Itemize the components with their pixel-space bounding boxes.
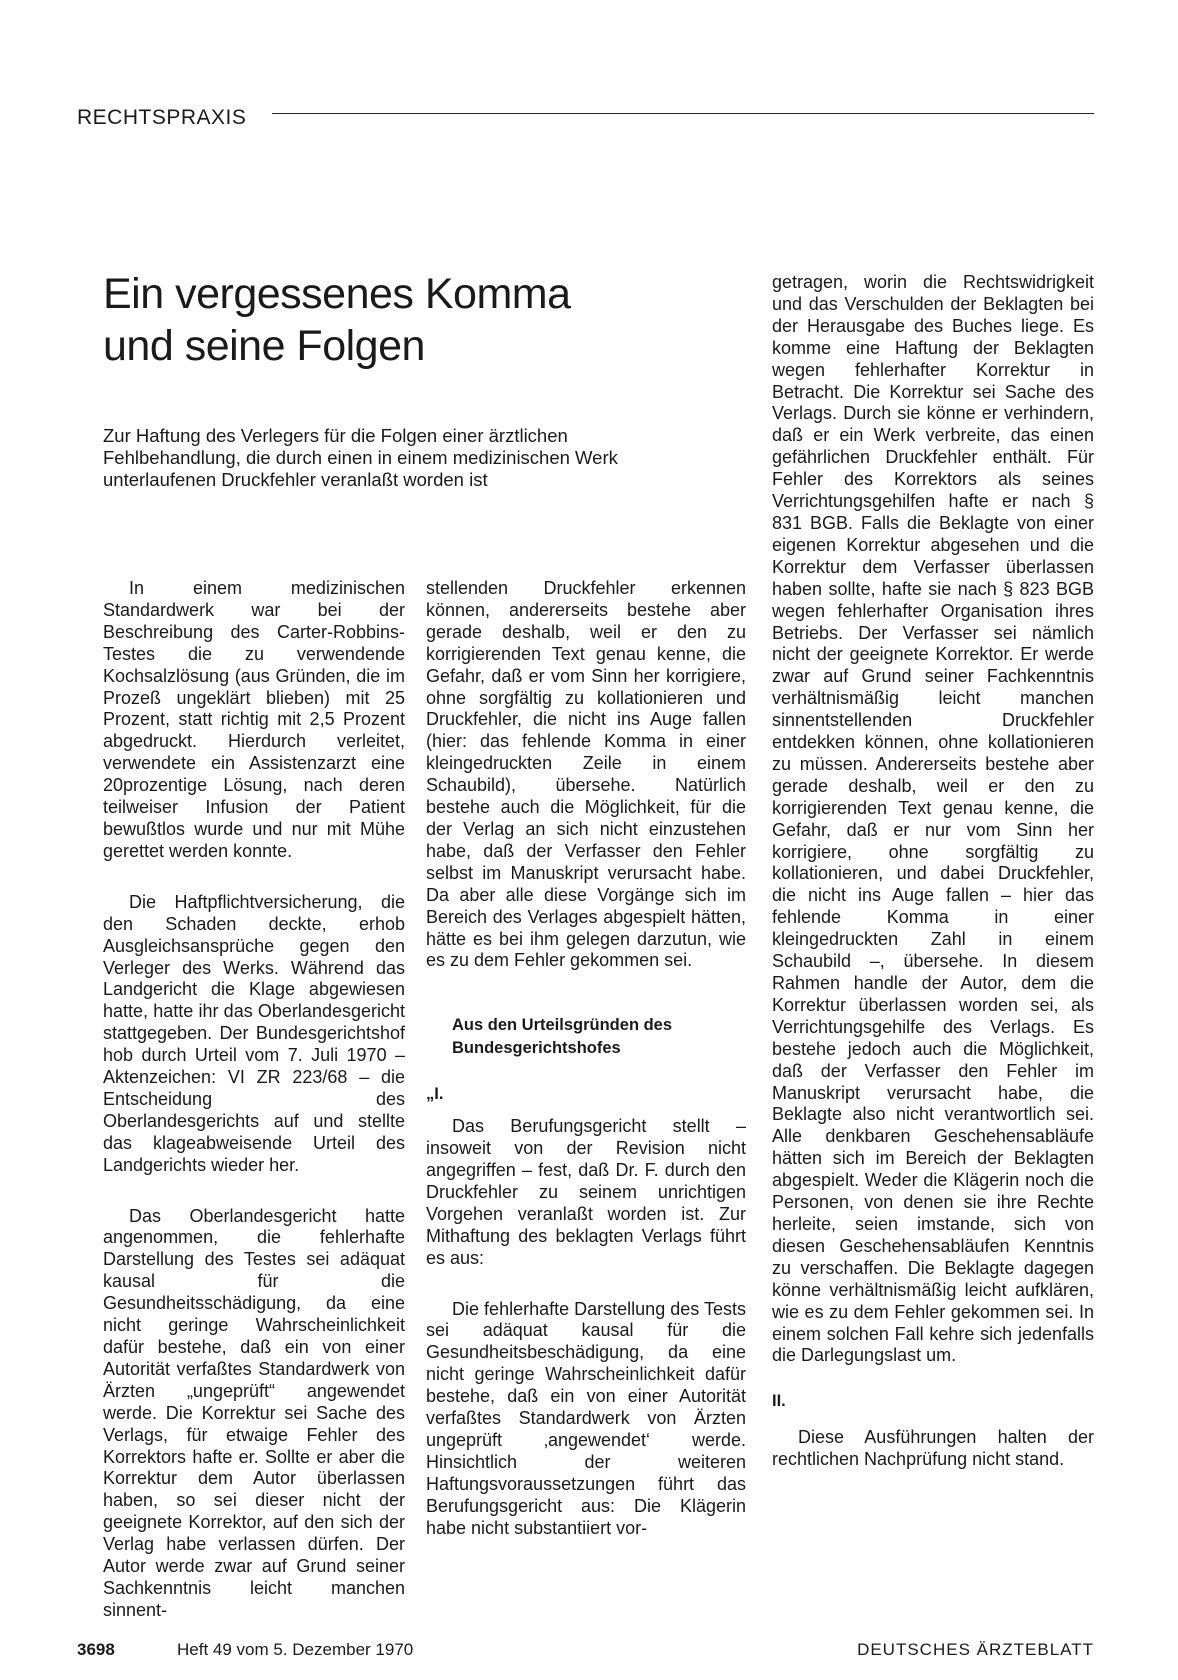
- header-rule: [272, 113, 1094, 114]
- paragraph: getragen, worin die Rechtswidrigkeit und das Verschulden der Beklagten bei der Herausgabe des Buches liege. Es komme eine Haftung der Beklagten wegen fehlerhafter Korrektur in Betracht. Die Korrektur sei Sache des Verlags. Durch sie könne er verhindern, daß er ein Werk verbreite, das einen gefährlichen Druckfehler enthält. Für Fehler des Korrektors als seines Verrichtungsgehilfen hafte er nach § 831 BGB. Falls die Beklagte von einer eigenen Korrektur abgesehen und die Korrektur dem Verfasser überlassen haben sollte, hafte sie nach § 823 BGB wegen fehlerhafter Organisation ihres Betriebs. Der Verfasser sei nämlich nicht der geeignete Korrektor. Er werde zwar auf Grund seiner Fachkenntnis verhältnismäßig leicht manchen sinnentstellenden Druckfehler entdekken können, ohne kollationieren zu müssen. Andererseits bestehe aber gerade deshalb, weil er den zu korrigierenden Text genau kenne, die Gefahr, daß er nur vom Sinn her korrigiere, ohne sorgfältig zu kollationieren, und dabei Druckfehler, die nicht ins Auge fallen – hier das fehlende Komma in einer kleingedruckten Zahl in einem Schaubild –, übersehe. In diesem Rahmen handle der Autor, dem die Korrektur überlassen worden sei, als Verrichtungsgehilfe des Verlags. Es bestehe jedoch auch die Möglichkeit, daß der Verfasser den Fehler im Manuskript verursacht habe, die Beklagte also nicht verantwortlich sei. Alle denkbaren Geschehensabläufe hätten sich im Bereich der Beklagten abgespielt. Weder die Klägerin noch die Personen, von denen sie ihre Rechte herleite, seien imstande, sich von diesen Geschehensabläufen Kenntnis zu verschaffen. Die Beklagte dagegen könne verhältnismäßig leicht aufklären, wie es zu dem Fehler gekommen sei. In einem solchen Fall kehre sich jedenfalls die Darlegungslast um.: [772, 272, 1094, 1366]
- text-column-1: [103, 578, 405, 1622]
- text-column-2: [426, 578, 746, 1540]
- title-line-2: und seine Folgen: [103, 322, 425, 370]
- paragraph: In einem medizinischen Standardwerk war bei der Beschreibung des Carter-Robbins-Testes die zu verwendende Kochsalzlösung (aus Gründen, die im Prozeß ungeklärt blieben) mit 25 Prozent, statt richtig mit 2,5 Prozent abgedruckt. Hierdurch verleitet, verwendete ein Assistenzarzt eine 20prozentige Lösung, nach deren teilweiser Infusion der Patient bewußtlos wurde und nur mit Mühe gerettet werden konnte.: [103, 578, 405, 861]
- article-lead: Zur Haftung des Verlegers für die Folgen einer ärztlichen Fehlbehandlung, die durch einen in einem medizinischen Werk unterlaufenen Druckfehler veranlaßt worden ist: [103, 425, 618, 490]
- title-line-1: Ein vergessenes Komma: [103, 270, 571, 318]
- paragraph: Das Oberlandesgericht hatte angenommen, die fehlerhafte Darstellung des Testes sei adäquat kausal für die Gesundheitsschädigung, da eine nicht geringe Wahrscheinlichkeit dafür bestehe, daß ein von einer Autorität verfaßtes Standardwerk von Ärzten „ungeprüft“ angewendet werde. Die Korrektur sei Sache des Verlags, für etwaige Fehler des Korrektors hafte er. Sollte er aber die Korrektur dem Autor überlassen haben, so sei dieser nicht der geeignete Korrektor, auf den sich der Verlag habe verlassen dürfen. Der Autor werde zwar auf Grund seiner Sachkenntnis leicht manchen sinnent-: [103, 1205, 405, 1620]
- magazine-name: DEUTSCHES ÄRZTEBLATT: [857, 1640, 1094, 1659]
- paragraph: Diese Ausführungen halten der rechtlichen Nachprüfung nicht stand.: [772, 1427, 1094, 1470]
- section-heading: Aus den Urteilsgründen des Bundesgerichtshofes: [452, 1016, 673, 1058]
- section-marker: „I.: [426, 1085, 444, 1104]
- paragraph: Die Haftpflichtversicherung, die den Schaden deckte, erhob Ausgleichsansprüche gegen den Verleger des Werks. Während das Landgericht die Klage abgewiesen hatte, hatte ihr das Oberlandesgericht stattgegeben. Der Bundesgerichtshof hob durch Urteil vom 7. Juli 1970 – Aktenzeichen: VI ZR 223/68 – die Entscheidung des Oberlandesgerichts auf und stellte das klageabweisende Urteil des Landgerichts wieder her.: [103, 891, 405, 1175]
- paragraph: stellenden Druckfehler erkennen können, andererseits bestehe aber gerade deshalb, weil er den zu korrigierenden Text genau kenne, die Gefahr, daß er vom Sinn her korrigiere, ohne sorgfältig zu kollationieren und Druckfehler, die nicht ins Auge fallen (hier: das fehlende Komma in einer kleingedruckten Zeile in einem Schaubild), übersehe. Natürlich bestehe auch die Möglichkeit, für die der Verlag an sich nicht einzustehen habe, daß der Verfasser den Fehler selbst im Manuskript verursacht habe. Da aber alle diese Vorgänge sich im Bereich des Verlages abgespielt hätten, hätte es bei ihm gelegen darzutun, wie es zu dem Fehler gekommen sei.: [426, 578, 746, 971]
- issue-info: Heft 49 vom 5. Dezember 1970: [177, 1640, 414, 1659]
- paragraph: Das Berufungsgericht stellt – insoweit von der Revision nicht angegriffen – fest, daß Dr. F. durch den Druckfehler zu seinem unrichtigen Vorgehen veranlaßt worden ist. Zur Mithaftung des beklagten Verlags führt es aus:: [426, 1116, 746, 1268]
- article-title: [103, 268, 571, 372]
- page-number: 3698: [77, 1640, 115, 1659]
- paragraph: Die fehlerhafte Darstellung des Tests sei adäquat kausal für die Gesundheitsbeschädigung, da eine nicht geringe Wahrscheinlichkeit dafür bestehe, daß ein von einer Autorität verfaßtes Standardwerk von Ärzten ungeprüft ‚angewendet‘ werde. Hinsichtlich der weiteren Haftungsvoraussetzungen führt das Berufungsgericht aus: Die Klägerin habe nicht substantiiert vor-: [426, 1298, 746, 1538]
- section-label: RECHTSPRAXIS: [77, 106, 247, 129]
- section-marker: II.: [772, 1392, 786, 1411]
- text-column-3: [772, 272, 1094, 1471]
